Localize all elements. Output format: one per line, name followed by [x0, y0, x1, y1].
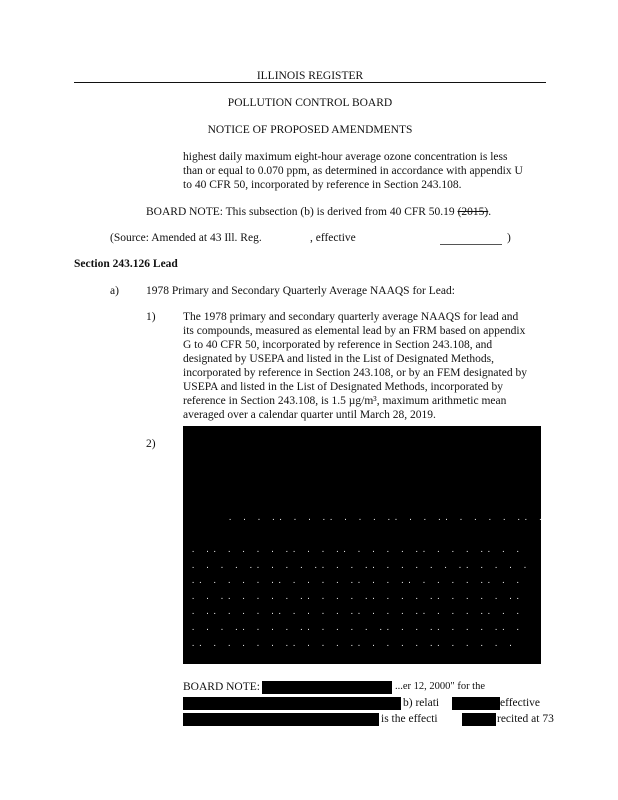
scan-noise: · · · ·· · · · ·· · · · · ·· · · ·· · · · ·· · [191, 626, 523, 634]
scan-noise: · ·· · · · · ·· · · ·· · · · · ·· · · · ·· · · [191, 548, 523, 556]
subsection-a-label: a) [110, 285, 119, 297]
board-note-1-text: BOARD NOTE: This subsection (b) is derived from 40 CFR 50.19 [146, 206, 458, 218]
board-note-2-label: BOARD NOTE: [183, 681, 260, 693]
board-note-1 [146, 204, 491, 220]
scan-noise: ·· · · · · · ·· · · · ·· · · · · ·· · · · · · [191, 642, 516, 650]
redaction-bar [183, 713, 379, 726]
redaction-bar [462, 713, 496, 726]
scan-noise: ·· · · · · ·· · · · · ·· · · ·· · · · · ·· · · [191, 579, 523, 587]
redaction-block [183, 426, 560, 664]
board-note-1-end: . [488, 206, 492, 218]
source-prefix: (Source: Amended at 43 Ill. Reg. [110, 232, 262, 244]
source-suffix: ) [507, 232, 511, 244]
redaction-bar [183, 697, 401, 710]
item-1-line: reference in Section 243.108, is 1.5 µg/m³, maximum arithmetic mean [183, 395, 507, 407]
redaction-bar [452, 697, 500, 710]
source-blank-rule [440, 244, 502, 245]
scan-noise: · · · ·· · · ·· · · · ·· · · ·· · · · · ·· · · [228, 516, 560, 524]
board-name: POLLUTION CONTROL BOARD [227, 97, 393, 109]
board-note-1-struck: (2015) [457, 206, 489, 218]
item-1-line: its compounds, measured as elemental lead by an FRM based on appendix [183, 325, 526, 337]
item-1-label: 1) [146, 311, 156, 323]
continuation-line: than or equal to 0.070 ppm, as determined in accordance with appendix U [183, 165, 523, 177]
section-heading: Section 243.126 Lead [74, 258, 178, 270]
source-middle: , effective [310, 232, 356, 244]
scan-noise: · · ·· · · · · ·· · · · ·· · · · ·· · · · · ·· [191, 595, 523, 603]
scan-noise: · · · · ·· · · · ·· · · ·· · · · · · ·· · · · · [191, 564, 531, 572]
item-1-line: designated by USEPA and listed in the List of Designated Methods, [183, 353, 495, 365]
notice-title: NOTICE OF PROPOSED AMENDMENTS [207, 124, 413, 136]
board-note-2-fragment: ...er 12, 2000" for the [395, 681, 486, 692]
scan-noise: · ·· · · · ·· · · · · ·· · · · ·· · · · ·· · · [191, 610, 523, 618]
subsection-a-text: 1978 Primary and Secondary Quarterly Average NAAQS for Lead: [146, 285, 455, 297]
item-1-line: USEPA and listed in the List of Designated Methods, incorporated by [183, 381, 503, 393]
board-note-2-fragment: recited at 73 [497, 713, 554, 725]
item-2-label: 2) [146, 438, 156, 450]
register-title: ILLINOIS REGISTER [256, 70, 364, 82]
item-1-line: The 1978 primary and secondary quarterly average NAAQS for lead and [183, 311, 519, 323]
item-1-line: incorporated by reference in Section 243.108, or by an FEM designated by [183, 367, 527, 379]
item-1-line: G to 40 CFR 50, incorporated by reference in Section 243.108, and [183, 339, 493, 351]
redaction-bar [262, 681, 392, 694]
board-note-2-fragment: effective [500, 697, 541, 709]
continuation-line: to 40 CFR 50, incorporated by reference in Section 243.108. [183, 179, 462, 191]
item-1-line: averaged over a calendar quarter until March 28, 2019. [183, 409, 436, 421]
continuation-line: highest daily maximum eight-hour average ozone concentration is less [183, 151, 508, 163]
board-note-2-fragment: is the effecti [381, 713, 438, 725]
board-note-2-fragment: b) relati [403, 697, 440, 709]
